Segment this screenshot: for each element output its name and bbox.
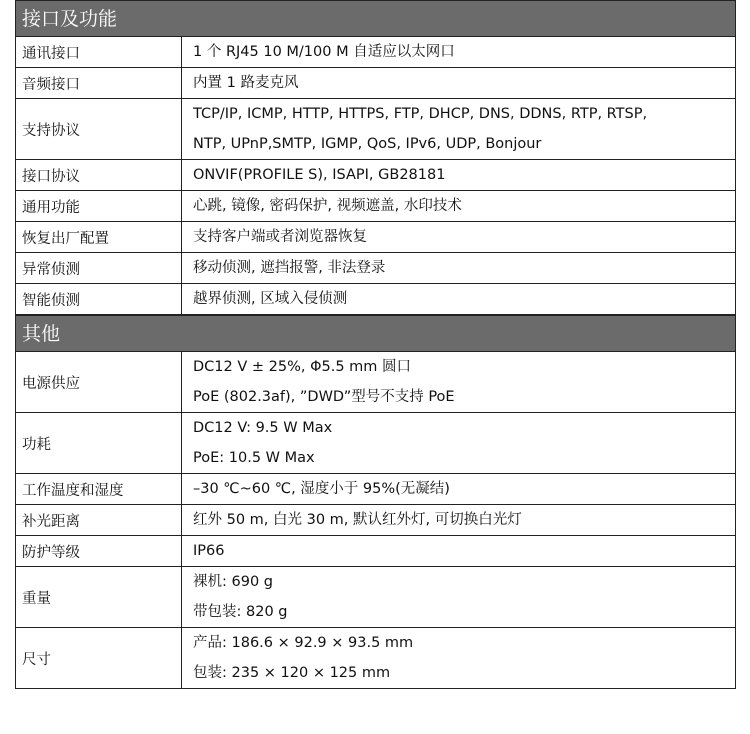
table-row — [16, 284, 736, 315]
row-label: 异常侦测 — [16, 253, 182, 284]
row-label: 智能侦测 — [16, 284, 182, 315]
row-value — [182, 99, 736, 160]
row-value — [182, 68, 736, 99]
value-line: 支持客户端或者浏览器恢复 — [193, 229, 367, 245]
value-line: 1 个 RJ45 10 M/100 M 自适应以太网口 — [193, 44, 455, 60]
row-value — [182, 413, 736, 474]
row-label: 音频接口 — [16, 68, 182, 99]
table-row — [16, 222, 736, 253]
spec-table-other — [15, 351, 736, 689]
section-header-interfaces: 接口及功能 — [15, 0, 736, 36]
row-label: 电源供应 — [16, 352, 182, 413]
row-label: 通用功能 — [16, 191, 182, 222]
row-value — [182, 474, 736, 505]
table-row — [16, 536, 736, 567]
row-value — [182, 505, 736, 536]
table-row — [16, 505, 736, 536]
value-line: 带包装: 820 g — [193, 604, 288, 620]
row-label: 尺寸 — [16, 628, 182, 689]
value-line: 红外 50 m, 白光 30 m, 默认红外灯, 可切换白光灯 — [193, 512, 522, 528]
table-row — [16, 413, 736, 474]
value-line: 内置 1 路麦克风 — [193, 75, 299, 91]
row-label: 接口协议 — [16, 160, 182, 191]
row-value — [182, 536, 736, 567]
row-value — [182, 352, 736, 413]
table-row — [16, 567, 736, 628]
table-row — [16, 474, 736, 505]
row-value — [182, 284, 736, 315]
value-line: 产品: 186.6 × 92.9 × 93.5 mm — [193, 635, 414, 651]
table-row — [16, 160, 736, 191]
spec-sheet — [15, 0, 736, 689]
value-line: NTP, UPnP,SMTP, IGMP, QoS, IPv6, UDP, Bonjour — [193, 136, 542, 152]
row-label: 防护等级 — [16, 536, 182, 567]
value-line: DC12 V ± 25%, Φ5.5 mm 圆口 — [193, 359, 412, 375]
row-label: 工作温度和湿度 — [16, 474, 182, 505]
table-row — [16, 68, 736, 99]
value-line: TCP/IP, ICMP, HTTP, HTTPS, FTP, DHCP, DNS, DDNS, RTP, RTSP, — [193, 106, 648, 122]
row-label: 支持协议 — [16, 99, 182, 160]
row-label: 恢复出厂配置 — [16, 222, 182, 253]
value-line: 心跳, 镜像, 密码保护, 视频遮盖, 水印技术 — [193, 198, 462, 214]
value-line: 包装: 235 × 120 × 125 mm — [193, 665, 391, 681]
row-value — [182, 160, 736, 191]
value-line: ONVIF(PROFILE S), ISAPI, GB28181 — [193, 167, 446, 183]
value-line: 裸机: 690 g — [193, 574, 273, 590]
value-line: PoE: 10.5 W Max — [193, 450, 315, 466]
value-line: –30 ℃~60 ℃, 湿度小于 95%(无凝结) — [193, 481, 450, 497]
table-row — [16, 352, 736, 413]
spec-table-interfaces — [15, 36, 736, 315]
value-line: DC12 V: 9.5 W Max — [193, 420, 333, 436]
table-row — [16, 253, 736, 284]
value-line: IP66 — [193, 543, 225, 559]
table-row — [16, 99, 736, 160]
row-label: 通讯接口 — [16, 37, 182, 68]
row-label: 功耗 — [16, 413, 182, 474]
value-line: PoE (802.3af), ”DWD”型号不支持 PoE — [193, 389, 455, 405]
row-value — [182, 191, 736, 222]
table-row — [16, 37, 736, 68]
row-value — [182, 628, 736, 689]
value-line: 越界侦测, 区域入侵侦测 — [193, 291, 348, 307]
row-label: 补光距离 — [16, 505, 182, 536]
row-value — [182, 567, 736, 628]
row-value — [182, 253, 736, 284]
table-row — [16, 628, 736, 689]
row-value — [182, 37, 736, 68]
row-label: 重量 — [16, 567, 182, 628]
section-header-other: 其他 — [15, 315, 736, 351]
row-value — [182, 222, 736, 253]
value-line: 移动侦测, 遮挡报警, 非法登录 — [193, 260, 386, 276]
table-row — [16, 191, 736, 222]
